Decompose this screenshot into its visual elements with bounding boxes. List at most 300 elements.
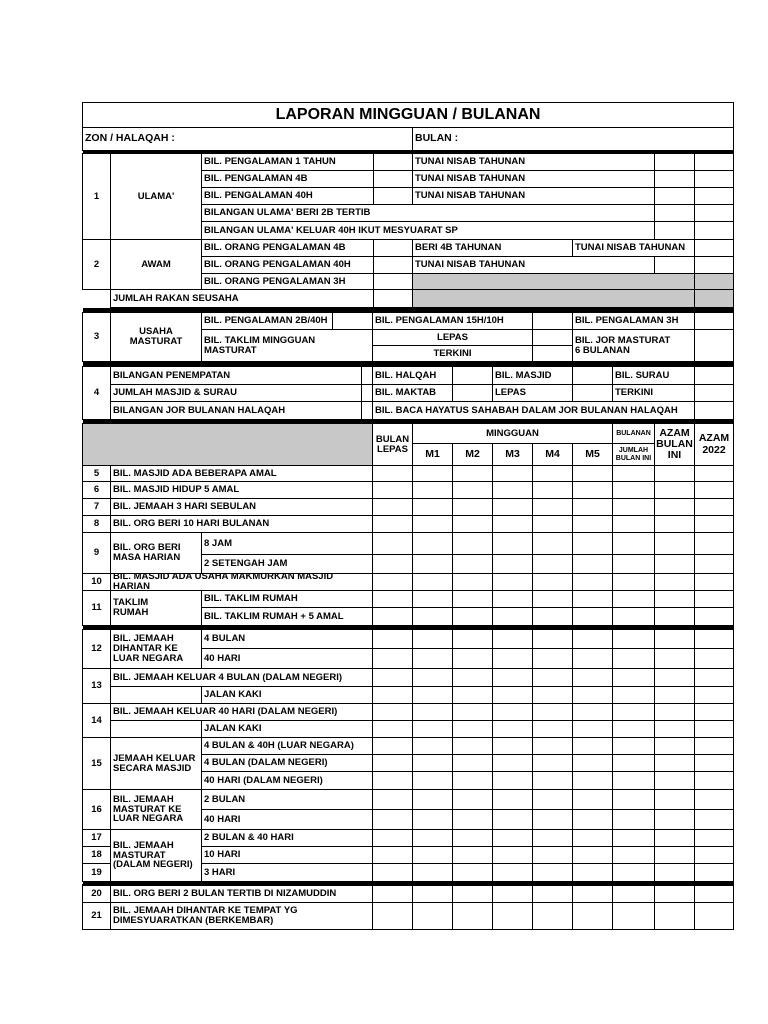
blank-cell[interactable] (694, 366, 734, 385)
shaded-cell[interactable] (412, 289, 695, 308)
blank-cell[interactable] (452, 703, 493, 721)
blank-cell[interactable] (654, 554, 695, 574)
blank-cell[interactable] (572, 829, 613, 847)
blank-cell[interactable] (372, 532, 413, 555)
blank-cell[interactable] (612, 703, 655, 721)
blank-cell[interactable] (572, 573, 613, 591)
blank-cell[interactable] (452, 754, 493, 772)
blank-cell[interactable] (532, 607, 573, 626)
blank-cell[interactable] (532, 532, 573, 555)
blank-cell[interactable] (654, 515, 695, 533)
blank-cell[interactable] (572, 703, 613, 721)
blank-cell[interactable] (372, 465, 413, 482)
blank-cell[interactable] (452, 629, 493, 649)
blank-cell[interactable] (532, 809, 573, 830)
sub-row-t18a: 10 HARI (201, 846, 373, 864)
blank-cell[interactable] (694, 629, 734, 649)
sub-row-t19a: 3 HARI (201, 863, 373, 882)
blank-cell[interactable] (372, 829, 413, 847)
blank-cell[interactable] (612, 809, 655, 830)
blank-cell[interactable] (412, 686, 453, 704)
blank-cell[interactable] (373, 273, 413, 290)
blank-cell[interactable] (654, 170, 695, 188)
cell-sec2-jumlah: JUMLAH RAKAN SEUSAHA (110, 289, 374, 308)
item-15-number: 15 (82, 737, 111, 790)
blank-cell[interactable] (372, 498, 413, 516)
blank-cell[interactable] (654, 809, 695, 830)
blank-cell[interactable] (412, 703, 453, 721)
blank-cell[interactable] (452, 829, 493, 847)
blank-cell[interactable] (412, 532, 453, 555)
blank-cell[interactable] (452, 465, 493, 482)
blank-cell[interactable] (452, 481, 493, 499)
blank-cell[interactable] (572, 481, 613, 499)
blank-cell[interactable] (532, 863, 573, 882)
blank-cell[interactable] (532, 629, 573, 649)
blank-cell[interactable] (612, 754, 655, 772)
sub-row-t11a: BIL. TAKLIM RUMAH (201, 590, 373, 608)
blank-cell[interactable] (572, 789, 613, 810)
blank-cell[interactable] (372, 481, 413, 499)
blank-cell[interactable] (372, 554, 413, 574)
blank-cell[interactable] (694, 401, 734, 420)
blank-cell[interactable] (654, 256, 695, 274)
blank-cell[interactable] (412, 554, 453, 574)
blank-cell[interactable] (694, 863, 734, 882)
blank-cell[interactable] (412, 789, 453, 810)
blank-cell[interactable] (532, 498, 573, 516)
blank-cell[interactable] (532, 771, 573, 790)
cell-sec2-r2: BIL. ORANG PENGALAMAN 40H (201, 256, 374, 274)
blank-cell[interactable] (694, 465, 734, 482)
blank-cell[interactable] (492, 846, 533, 864)
blank-cell[interactable] (532, 668, 573, 687)
blank-cell[interactable] (412, 573, 453, 591)
blank-cell[interactable] (572, 863, 613, 882)
blank-cell[interactable] (654, 532, 695, 555)
blank-cell[interactable] (532, 554, 573, 574)
blank-cell[interactable] (654, 737, 695, 755)
blank-cell[interactable] (654, 668, 695, 687)
blank-cell[interactable] (372, 629, 413, 649)
blank-cell[interactable] (492, 686, 533, 704)
blank-cell[interactable] (372, 771, 413, 790)
blank-cell[interactable] (612, 590, 655, 608)
blank-cell[interactable] (612, 829, 655, 847)
blank-cell[interactable] (492, 884, 533, 903)
blank-cell[interactable] (412, 498, 453, 516)
blank-cell[interactable] (412, 737, 453, 755)
blank-cell[interactable] (694, 153, 734, 171)
blank-cell[interactable] (654, 902, 695, 930)
blank-cell[interactable] (612, 720, 655, 738)
blank-cell[interactable] (572, 366, 613, 385)
blank-cell[interactable] (372, 737, 413, 755)
cell-sec3-f: TERKINI (372, 345, 533, 362)
blank-cell[interactable] (492, 703, 533, 721)
blank-cell[interactable] (654, 846, 695, 864)
blank-cell[interactable] (412, 754, 453, 772)
blank-cell[interactable] (654, 498, 695, 516)
blank-cell[interactable] (452, 902, 493, 930)
blank-cell[interactable] (492, 498, 533, 516)
blank-cell[interactable] (694, 648, 734, 669)
blank-cell[interactable] (612, 515, 655, 533)
cell-sec2-r1: BIL. ORANG PENGALAMAN 4B (201, 239, 374, 257)
item-17-number: 17 (82, 829, 111, 847)
blank-cell[interactable] (492, 607, 533, 626)
shaded-header[interactable] (82, 423, 373, 466)
blank-cell[interactable] (694, 187, 734, 205)
blank-cell[interactable] (654, 884, 695, 903)
blank-cell[interactable] (373, 153, 413, 171)
blank-cell[interactable] (452, 515, 493, 533)
blank-cell[interactable] (612, 629, 655, 649)
blank-cell[interactable] (694, 686, 734, 704)
blank-cell[interactable] (654, 703, 695, 721)
blank-cell[interactable] (532, 590, 573, 608)
blank-cell[interactable] (492, 789, 533, 810)
blank-cell[interactable] (612, 884, 655, 903)
blank-cell[interactable] (372, 607, 413, 626)
blank-cell[interactable] (572, 515, 613, 533)
blank-cell[interactable] (654, 187, 695, 205)
blank-cell[interactable] (492, 532, 533, 555)
blank-cell[interactable] (532, 329, 573, 346)
blank-cell[interactable] (452, 384, 493, 402)
blank-cell[interactable] (412, 884, 453, 903)
blank-cell[interactable] (612, 846, 655, 864)
item-11-number: 11 (82, 590, 111, 626)
blank-cell[interactable] (694, 720, 734, 738)
blank-cell[interactable] (654, 789, 695, 810)
blank-cell[interactable] (492, 515, 533, 533)
blank-cell[interactable] (452, 863, 493, 882)
sub-row-t14a: JALAN KAKI (201, 720, 373, 738)
blank-cell[interactable] (492, 648, 533, 669)
blank-cell[interactable] (372, 884, 413, 903)
blank-cell[interactable] (412, 720, 453, 738)
sub-row-t15c: 40 HARI (DALAM NEGERI) (201, 771, 373, 790)
cell-sec3-d: BIL. TAKLIM MINGGUAN MASTURAT (201, 329, 373, 362)
blank-cell[interactable] (372, 668, 413, 687)
spacer-cell[interactable] (110, 686, 202, 704)
blank-cell[interactable] (492, 863, 533, 882)
blank-cell[interactable] (372, 573, 413, 591)
blank-cell[interactable] (654, 204, 695, 222)
blank-cell[interactable] (612, 771, 655, 790)
blank-cell[interactable] (694, 573, 734, 591)
blank-cell[interactable] (452, 789, 493, 810)
blank-cell[interactable] (654, 829, 695, 847)
blank-cell[interactable] (412, 902, 453, 930)
blank-cell[interactable] (694, 703, 734, 721)
blank-cell[interactable] (612, 789, 655, 810)
blank-cell[interactable] (372, 863, 413, 882)
blank-cell[interactable] (452, 668, 493, 687)
blank-cell[interactable] (532, 754, 573, 772)
blank-cell[interactable] (492, 668, 533, 687)
cell-sec4-c: BIL. MASJID (492, 366, 573, 385)
blank-cell[interactable] (532, 720, 573, 738)
blank-cell[interactable] (572, 771, 613, 790)
blank-cell[interactable] (532, 829, 573, 847)
blank-cell[interactable] (572, 668, 613, 687)
blank-cell[interactable] (572, 809, 613, 830)
blank-cell[interactable] (654, 771, 695, 790)
blank-cell[interactable] (612, 465, 655, 482)
blank-cell[interactable] (452, 884, 493, 903)
blank-cell[interactable] (532, 312, 573, 330)
blank-cell[interactable] (492, 554, 533, 574)
blank-cell[interactable] (372, 754, 413, 772)
blank-cell[interactable] (452, 771, 493, 790)
blank-cell[interactable] (452, 366, 493, 385)
bulan-lepas-header: BULAN LEPAS (372, 423, 413, 466)
blank-cell[interactable] (654, 221, 695, 240)
sub-row-t15a: 4 BULAN & 40H (LUAR NEGARA) (201, 737, 373, 755)
blank-cell[interactable] (612, 573, 655, 591)
shaded-cell[interactable] (694, 289, 734, 308)
blank-cell[interactable] (452, 607, 493, 626)
item-19-number: 19 (82, 863, 111, 882)
cell-sec1-r2: BIL. PENGALAMAN 4B (201, 170, 374, 188)
blank-cell[interactable] (452, 720, 493, 738)
blank-cell[interactable] (492, 829, 533, 847)
blank-cell[interactable] (572, 686, 613, 704)
spacer-cell[interactable] (110, 720, 202, 738)
blank-cell[interactable] (492, 809, 533, 830)
blank-cell[interactable] (332, 312, 373, 330)
blank-cell[interactable] (412, 771, 453, 790)
blank-cell[interactable] (532, 481, 573, 499)
blank-cell[interactable] (373, 289, 413, 308)
blank-cell[interactable] (492, 754, 533, 772)
blank-cell[interactable] (412, 863, 453, 882)
blank-cell[interactable] (373, 187, 413, 205)
cell-sec4-a: BILANGAN PENEMPATAN (110, 366, 362, 385)
blank-cell[interactable] (694, 498, 734, 516)
azam-bulan-ini-header: AZAM BULAN INI (654, 423, 695, 466)
shaded-cell[interactable] (412, 273, 695, 290)
blank-cell[interactable] (372, 789, 413, 810)
sec2-label: AWAM (110, 239, 202, 290)
sec3-label: USAHA MASTURAT (110, 312, 202, 362)
blank-cell[interactable] (412, 607, 453, 626)
blank-cell[interactable] (452, 686, 493, 704)
cell-sec2-r2b: TUNAI NISAB TAHUNAN (412, 256, 655, 274)
item-8-number: 8 (82, 515, 111, 533)
blank-cell[interactable] (694, 532, 734, 555)
cell-sec2-r1b: BERI 4B TAHUNAN (412, 239, 573, 257)
blank-cell[interactable] (532, 515, 573, 533)
blank-cell[interactable] (372, 720, 413, 738)
blank-cell[interactable] (612, 902, 655, 930)
blank-cell[interactable] (694, 846, 734, 864)
blank-cell[interactable] (532, 902, 573, 930)
blank-cell[interactable] (572, 384, 613, 402)
item-20-number: 20 (82, 884, 111, 903)
blank-cell[interactable] (694, 221, 734, 240)
blank-cell[interactable] (452, 532, 493, 555)
blank-cell[interactable] (452, 809, 493, 830)
jumlah-bulan-ini-header: JUMLAH BULAN INI (612, 443, 655, 466)
blank-cell[interactable] (412, 481, 453, 499)
blank-cell[interactable] (492, 902, 533, 930)
blank-cell[interactable] (694, 554, 734, 574)
blank-cell[interactable] (572, 902, 613, 930)
blank-cell[interactable] (373, 170, 413, 188)
blank-cell[interactable] (694, 771, 734, 790)
blank-cell[interactable] (694, 902, 734, 930)
blank-cell[interactable] (612, 481, 655, 499)
blank-cell[interactable] (412, 829, 453, 847)
blank-cell[interactable] (694, 809, 734, 830)
blank-cell[interactable] (654, 754, 695, 772)
blank-cell[interactable] (452, 590, 493, 608)
sub-row-t13: BIL. JEMAAH KELUAR 4 BULAN (DALAM NEGERI) (110, 668, 373, 687)
blank-cell[interactable] (654, 465, 695, 482)
blank-cell[interactable] (492, 629, 533, 649)
blank-cell[interactable] (492, 573, 533, 591)
blank-cell[interactable] (532, 884, 573, 903)
cell-sec4-h: TERKINI (612, 384, 695, 402)
blank-cell[interactable] (372, 686, 413, 704)
blank-cell[interactable] (372, 809, 413, 830)
blank-cell[interactable] (694, 590, 734, 608)
blank-cell[interactable] (452, 648, 493, 669)
blank-cell[interactable] (572, 590, 613, 608)
cell-sec1-r3: BIL. PENGALAMAN 40H (201, 187, 374, 205)
blank-cell[interactable] (572, 648, 613, 669)
blank-cell[interactable] (654, 590, 695, 608)
blank-cell[interactable] (572, 498, 613, 516)
blank-cell[interactable] (694, 170, 734, 188)
blank-cell[interactable] (572, 720, 613, 738)
sec4-number: 4 (82, 366, 111, 420)
blank-cell[interactable] (412, 590, 453, 608)
blank-cell[interactable] (412, 809, 453, 830)
blank-cell[interactable] (492, 481, 533, 499)
m3-header: M3 (492, 443, 533, 466)
blank-cell[interactable] (532, 846, 573, 864)
blank-cell[interactable] (532, 345, 573, 362)
blank-cell[interactable] (452, 554, 493, 574)
blank-cell[interactable] (572, 846, 613, 864)
bulan-label: BULAN : (412, 127, 734, 151)
blank-cell[interactable] (694, 789, 734, 810)
blank-cell[interactable] (572, 754, 613, 772)
blank-cell[interactable] (612, 648, 655, 669)
blank-cell[interactable] (492, 737, 533, 755)
blank-cell[interactable] (612, 498, 655, 516)
blank-cell[interactable] (654, 686, 695, 704)
blank-cell[interactable] (412, 515, 453, 533)
blank-cell[interactable] (612, 737, 655, 755)
blank-cell[interactable] (412, 648, 453, 669)
blank-cell[interactable] (572, 607, 613, 626)
blank-cell[interactable] (654, 863, 695, 882)
blank-cell[interactable] (492, 590, 533, 608)
shaded-cell[interactable] (694, 273, 734, 290)
blank-cell[interactable] (373, 239, 413, 257)
blank-cell[interactable] (694, 607, 734, 626)
blank-cell[interactable] (532, 573, 573, 591)
blank-cell[interactable] (654, 648, 695, 669)
sec2-number: 2 (82, 239, 111, 290)
blank-cell[interactable] (612, 863, 655, 882)
blank-cell[interactable] (694, 829, 734, 847)
blank-cell[interactable] (572, 884, 613, 903)
blank-cell[interactable] (452, 573, 493, 591)
blank-cell[interactable] (492, 465, 533, 482)
blank-cell[interactable] (532, 703, 573, 721)
blank-cell[interactable] (372, 703, 413, 721)
blank-cell[interactable] (612, 668, 655, 687)
blank-cell[interactable] (694, 256, 734, 274)
blank-cell[interactable] (694, 204, 734, 222)
blank-cell[interactable] (532, 789, 573, 810)
blank-cell[interactable] (372, 846, 413, 864)
blank-cell[interactable] (694, 239, 734, 257)
blank-cell[interactable] (694, 754, 734, 772)
blank-cell[interactable] (572, 629, 613, 649)
blank-cell[interactable] (412, 846, 453, 864)
blank-cell[interactable] (492, 771, 533, 790)
blank-cell[interactable] (612, 554, 655, 574)
blank-cell[interactable] (412, 465, 453, 482)
blank-cell[interactable] (452, 846, 493, 864)
blank-cell[interactable] (694, 312, 734, 330)
blank-cell[interactable] (532, 465, 573, 482)
blank-cell[interactable] (694, 515, 734, 533)
blank-cell[interactable] (572, 532, 613, 555)
blank-cell[interactable] (372, 902, 413, 930)
blank-cell[interactable] (612, 607, 655, 626)
blank-cell[interactable] (532, 686, 573, 704)
blank-cell[interactable] (694, 329, 734, 362)
blank-cell[interactable] (654, 481, 695, 499)
blank-cell[interactable] (373, 256, 413, 274)
blank-cell[interactable] (654, 153, 695, 171)
blank-cell[interactable] (572, 737, 613, 755)
blank-cell[interactable] (612, 532, 655, 555)
blank-cell[interactable] (412, 668, 453, 687)
blank-cell[interactable] (372, 648, 413, 669)
blank-cell[interactable] (412, 629, 453, 649)
blank-cell[interactable] (694, 384, 734, 402)
blank-cell[interactable] (654, 607, 695, 626)
blank-cell[interactable] (372, 590, 413, 608)
blank-cell[interactable] (452, 737, 493, 755)
blank-cell[interactable] (492, 720, 533, 738)
blank-cell[interactable] (532, 737, 573, 755)
blank-cell[interactable] (654, 573, 695, 591)
group-label-t15: JEMAAH KELUAR SECARA MASJID (110, 737, 202, 790)
blank-cell[interactable] (694, 481, 734, 499)
blank-cell[interactable] (532, 648, 573, 669)
blank-cell[interactable] (694, 884, 734, 903)
blank-cell[interactable] (694, 737, 734, 755)
blank-cell[interactable] (572, 554, 613, 574)
blank-cell[interactable] (612, 686, 655, 704)
blank-cell[interactable] (372, 515, 413, 533)
blank-cell[interactable] (452, 498, 493, 516)
blank-cell[interactable] (654, 720, 695, 738)
blank-cell[interactable] (572, 465, 613, 482)
blank-cell[interactable] (694, 668, 734, 687)
blank-cell[interactable] (654, 629, 695, 649)
